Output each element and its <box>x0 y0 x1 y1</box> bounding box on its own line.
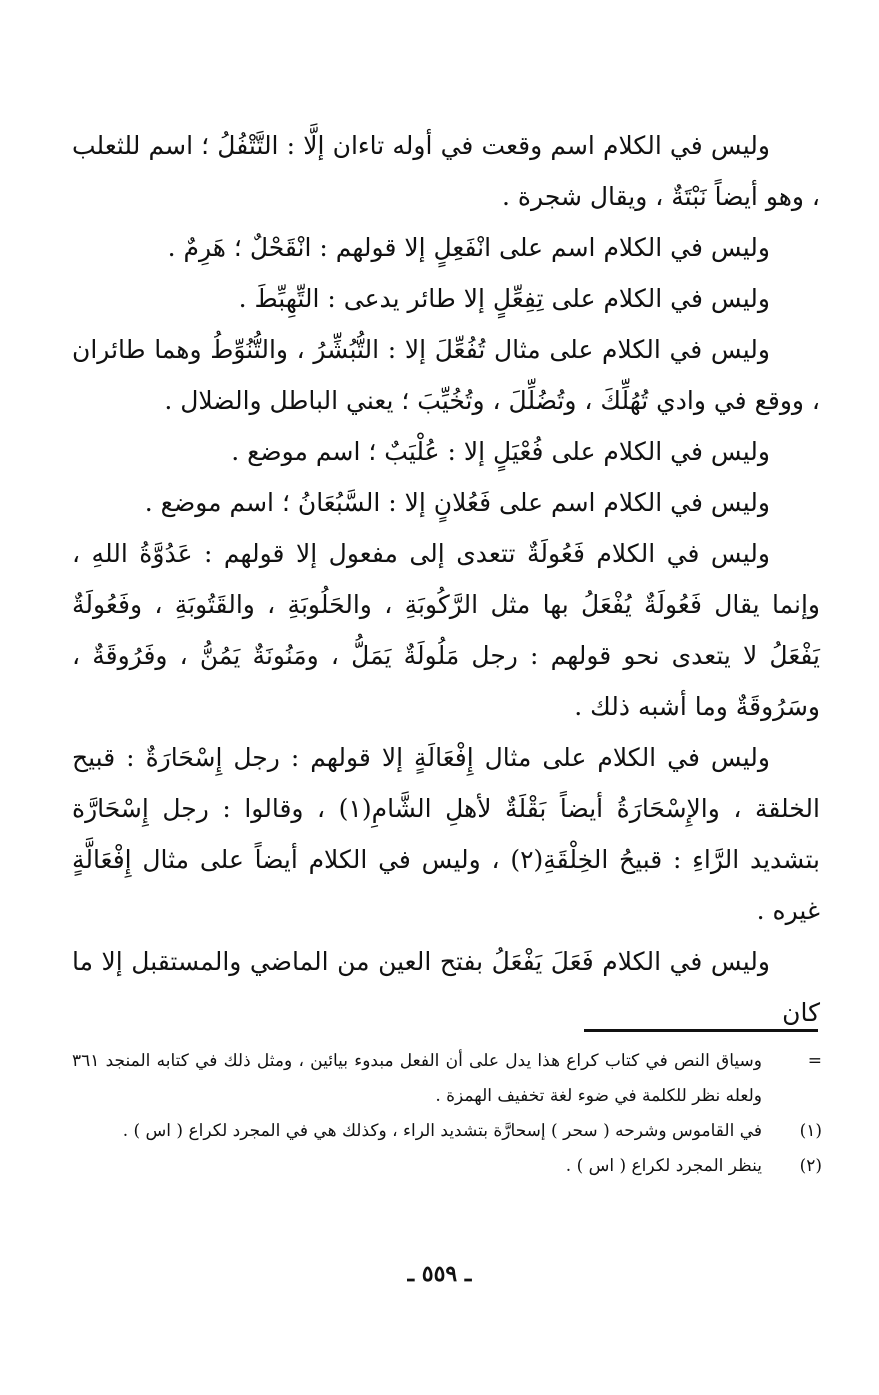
footnote-text: وسياق النص في كتاب كراع هذا يدل على أن الفعل مبدوء بيائين ، ومثل ذلك في كتابه المنجد ٣٦١ ولعله نظر للكلمة في ضوء لغة تخفيف الهمزة . <box>72 1051 762 1106</box>
paragraph: وليس في الكلام على فُعْيَلٍ إلا : عُلْيَبٌ ؛ اسم موضع . <box>231 437 770 466</box>
paragraph: وليس في الكلام اسم على انْفَعِلٍ إلا قولهم : انْقَحْلٌ ؛ هَرِمٌ . <box>167 233 770 262</box>
footnote-1 <box>72 1114 822 1149</box>
paragraph: وليس في الكلام على مثال تُفُعِّلَ إلا : التُّبُشِّرُ ، والتُّنُوِّطُ وهما طائران ، ووقع في وادي تُهُلِّكَ ، وتُضُلِّلَ ، وتُخُيِّبَ ؛ يعني الباطل والضلال . <box>72 335 820 415</box>
main-text <box>72 120 820 1038</box>
page-number: ـ ٥٥٩ ـ <box>407 1261 472 1287</box>
paragraph: وليس في الكلام اسم على فَعُلانٍ إلا : السَّبُعَانُ ؛ اسم موضع . <box>144 488 770 517</box>
footnote-2 <box>72 1149 822 1184</box>
footnote-divider <box>584 1029 818 1032</box>
footnote-text: في القاموس وشرحه ( سحر ) إسحارَّة بتشديد الراء ، وكذلك هي في المجرد لكراع ( اس ) . <box>122 1121 762 1141</box>
paragraph: وليس في الكلام اسم وقعت في أوله تاءان إلَّا : التَّتْفُلُ ؛ اسم للثعلب ، وهو أيضاً نَبْتَةٌ ، ويقال شجرة . <box>72 131 820 211</box>
paragraph: وليس في الكلام فَعُولَةٌ تتعدى إلى مفعول إلا قولهم : عَدُوَّةُ اللهِ ، وإنما يقال فَعُولَةٌ يُفْعَلُ بها مثل الرَّكُوبَةِ ، والحَلُوبَةِ ، والقَتُوبَةِ ، وفَعُولَةٌ يَفْعَلُ لا يتعدى نحو قولهم : رجل مَلُولَةٌ يَمَلُّ ، ومَنُونَةٌ يَمُنُّ ، وفَرُوقَةٌ ، وسَرُوقَةٌ وما أشبه ذلك . <box>72 539 820 721</box>
footnote-mark: = <box>807 1051 822 1071</box>
paragraph: وليس في الكلام فَعَلَ يَفْعَلُ بفتح العين من الماضي والمستقبل إلا ما كان <box>72 947 820 1027</box>
footnotes <box>72 1044 822 1184</box>
paragraph: وليس في الكلام على مثال إِفْعَالَةٍ إلا قولهم : رجل إِسْحَارَةٌ : قبيح الخلقة ، والإِسْحَارَةُ أيضاً بَقْلَةٌ لأهلِ الشَّامِ(١) ، وقالوا : رجل إِسْحَارَّة بتشديد الرَّاءِ : قبيحُ الخِلْقَةِ(٢) ، وليس في الكلام أيضاً على مثال إِفْعَالَّةٍ غيره . <box>72 743 820 925</box>
footnote-mark: (٢) <box>799 1156 822 1176</box>
paragraph: وليس في الكلام على تِفِعِّلٍ إلا طائر يدعى : التِّهِبِّطَ . <box>238 284 770 313</box>
footnote-continued <box>72 1044 822 1114</box>
footnote-mark: (١) <box>799 1121 822 1141</box>
footnote-text: ينظر المجرد لكراع ( اس ) . <box>565 1156 762 1176</box>
